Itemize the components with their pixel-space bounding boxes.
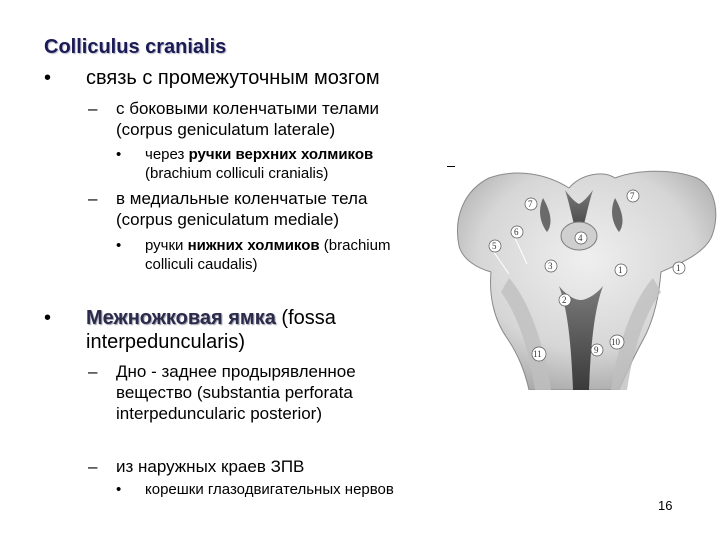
sub-item-line: вещество (substantia perforata	[116, 383, 353, 402]
text-suffix: (brachium	[319, 237, 391, 254]
slide-title: Colliculus cranialis	[44, 36, 227, 58]
text-prefix: через	[145, 146, 189, 163]
sub-item-line: из наружных краев ЗПВ	[116, 457, 305, 476]
figure-label: 3	[548, 261, 553, 271]
sub-sub-item-line: корешки глазодвигательных нервов	[145, 481, 394, 498]
bullet-marker: •	[44, 67, 52, 89]
dash-marker: –	[88, 189, 98, 208]
sub-item-line: с боковыми коленчатыми телами	[116, 99, 380, 118]
figure-label: 7	[528, 199, 533, 209]
sub-sub-item-line: (brachium colliculi cranialis)	[145, 165, 329, 182]
figure-label: 6	[514, 227, 519, 237]
figure-label: 11	[533, 349, 542, 359]
figure-label: 2	[562, 295, 567, 305]
bullet-marker: •	[116, 146, 122, 163]
figure-label: 10	[611, 337, 620, 347]
sub-item-line: в медиальные коленчатые тела	[116, 189, 368, 208]
sub-sub-item-line	[145, 236, 390, 255]
bullet-text: связь с промежуточным мозгом	[86, 67, 380, 89]
emphasized-text: Межножковая ямка	[86, 307, 276, 329]
text-prefix: ручки	[145, 237, 188, 254]
bullet-text: interpeduncularis)	[86, 331, 245, 353]
sub-item-line: (corpus geniculatum laterale)	[116, 120, 336, 139]
figure-label: 1	[618, 265, 623, 275]
brainstem-figure	[447, 168, 720, 390]
sub-sub-item-line	[145, 145, 373, 164]
dash-marker: –	[88, 457, 98, 476]
figure-label: 5	[492, 241, 497, 251]
bullet-marker: •	[44, 307, 52, 329]
figure-label: 4	[578, 233, 583, 243]
dash-marker: –	[88, 99, 98, 118]
figure-label: 9	[594, 345, 599, 355]
brainstem-illustration	[447, 168, 720, 390]
page-number: 16	[658, 498, 673, 513]
text-suffix: (fossa	[275, 307, 336, 329]
bullet-marker: •	[116, 481, 122, 498]
dash-marker: –	[88, 362, 98, 381]
figure-label: 7	[630, 191, 635, 201]
emphasized-text: нижних холмиков	[187, 237, 320, 254]
bullet-marker: •	[116, 237, 122, 254]
figure-label: 1	[676, 263, 681, 273]
sub-item-line: interpeduncularic posterior)	[116, 404, 322, 423]
divider	[447, 166, 455, 167]
sub-item-line: Дно - заднее продырявленное	[116, 362, 356, 381]
emphasized-text: ручки верхних холмиков	[188, 146, 374, 163]
sub-sub-item-line: colliculi caudalis)	[145, 256, 258, 273]
sub-item-line: (corpus geniculatum mediale)	[116, 210, 339, 229]
bullet-text	[86, 306, 336, 330]
